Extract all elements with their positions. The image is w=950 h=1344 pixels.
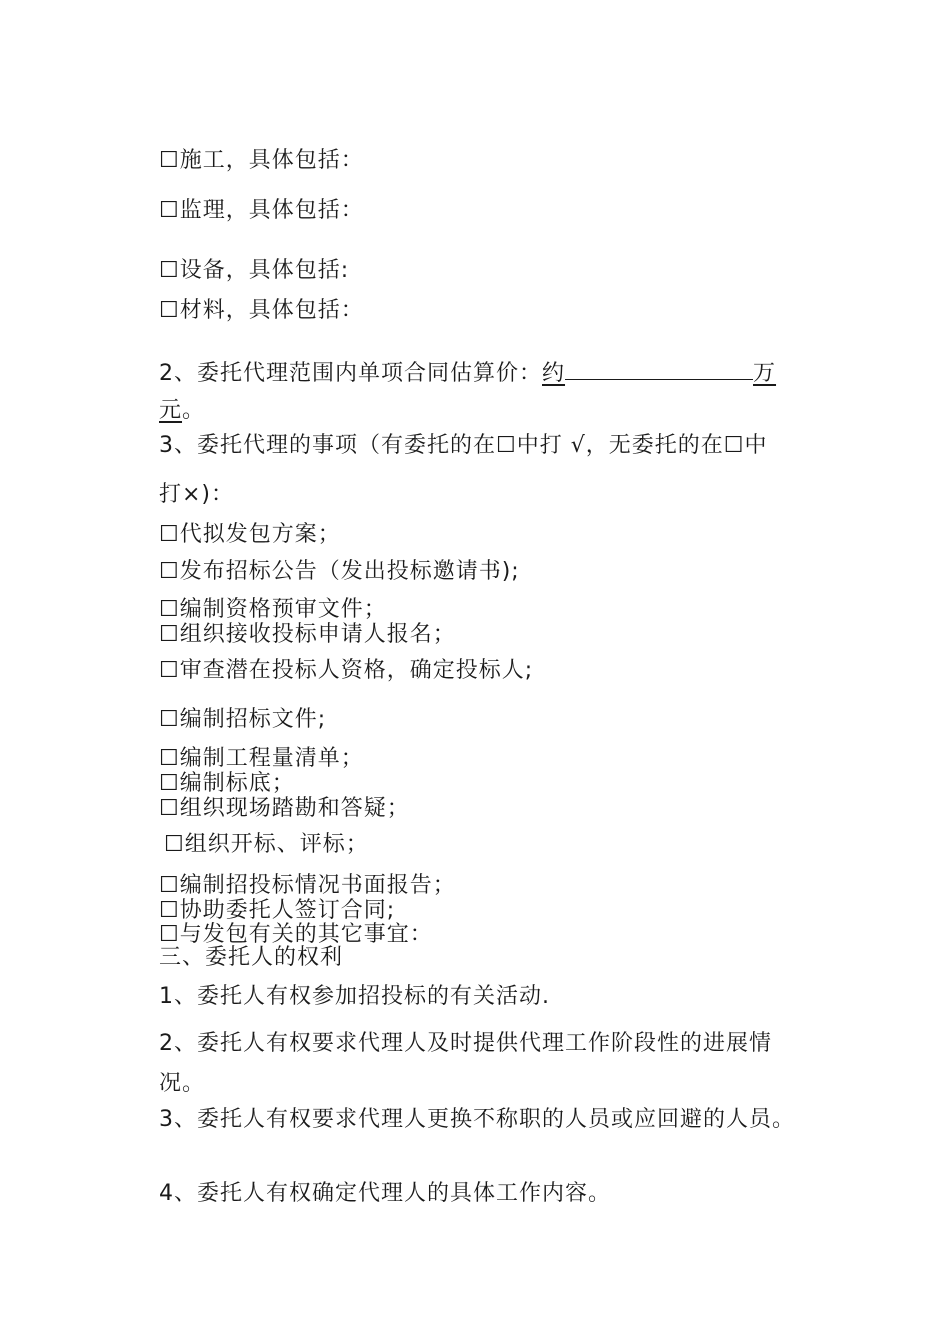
right-2-line2: 况。	[159, 1071, 206, 1096]
item2-suffix: 。	[182, 398, 206, 423]
item2-unit-a: 万	[753, 361, 777, 386]
scope-supervision: ☐监理，具体包括：	[159, 198, 364, 223]
item2-prefix: 2、委托代理范围内单项合同估算价：	[159, 361, 542, 386]
task-item: ☐组织接收投标申请人报名；	[159, 622, 456, 647]
task-item: ☐编制工程量清单；	[159, 746, 364, 771]
task-item: ☐发布招标公告（发出投标邀请书);	[159, 559, 520, 584]
task-item: ☐编制招投标情况书面报告；	[159, 873, 456, 898]
scope-construction: ☐施工，具体包括：	[159, 148, 364, 173]
task-item: ☐代拟发包方案；	[159, 522, 341, 547]
scope-materials: ☐材料，具体包括：	[159, 298, 364, 323]
item3-line1: 3、委托代理的事项（有委托的在☐中打 √，无委托的在☐中	[159, 433, 768, 458]
task-item: ☐审查潜在投标人资格，确定投标人;	[159, 658, 534, 683]
section3-heading: 三、委托人的权利	[159, 945, 344, 970]
item3-line2: 打×)：	[159, 482, 235, 507]
item2-estimate-line	[159, 359, 776, 388]
item2-about: 约	[542, 361, 566, 386]
task-item: ☐编制招标文件;	[159, 707, 327, 732]
task-item: ☐协助委托人签订合同;	[159, 898, 396, 923]
item2-estimate-line2	[159, 397, 205, 425]
scope-equipment: ☐设备，具体包括:	[159, 258, 350, 283]
task-item: ☐组织现场踏勘和答疑；	[159, 796, 410, 821]
task-item: ☐编制资格预审文件；	[159, 597, 387, 622]
task-item: ☐编制标底；	[159, 771, 295, 796]
right-2-line1: 2、委托人有权要求代理人及时提供代理工作阶段性的进展情	[159, 1031, 772, 1056]
right-3: 3、委托人有权要求代理人更换不称职的人员或应回避的人员。	[159, 1107, 795, 1132]
task-item: ☐组织开标、评标；	[164, 832, 369, 857]
right-1: 1、委托人有权参加招投标的有关活动.	[159, 984, 550, 1009]
task-item: ☐与发包有关的其它事宜：	[159, 922, 433, 947]
item2-amount-blank	[565, 359, 753, 380]
right-4: 4、委托人有权确定代理人的具体工作内容。	[159, 1181, 611, 1206]
item2-unit-b: 元	[159, 398, 183, 423]
